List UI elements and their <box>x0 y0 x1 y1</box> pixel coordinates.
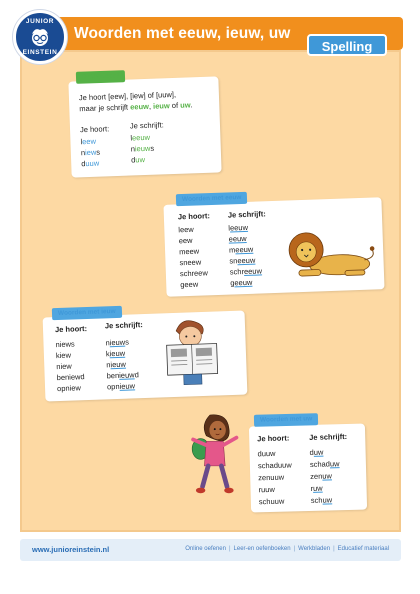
word-part: d <box>309 447 314 457</box>
intro-line-1: Je hoort [eew], [iew] of [uuw], <box>78 89 177 103</box>
hear-part: l <box>80 137 83 147</box>
eeuw-tag: Woorden met eeuw <box>176 192 248 206</box>
eeuw-written-word <box>230 265 262 277</box>
ieuw-heard-word: kiew <box>55 350 72 361</box>
intro-line-2 <box>79 100 193 113</box>
ieuw-heard-word: niews <box>55 339 75 350</box>
ieuw-written-word <box>106 359 126 371</box>
word-part: k <box>105 349 110 359</box>
word-part: m <box>228 245 236 255</box>
spelling-highlight: uw <box>329 459 340 469</box>
word-part: schr <box>229 267 245 277</box>
word-part: s <box>124 337 130 347</box>
uw-heard-word: zenuuw <box>258 472 285 483</box>
eeuw-heard-word: geew <box>180 279 199 290</box>
spelling-highlight: eeuw <box>234 277 253 288</box>
word-part: g <box>230 278 235 288</box>
eeuw-written-word <box>230 277 252 289</box>
logo-face-icon <box>29 27 51 47</box>
word-part: opn <box>106 381 120 392</box>
write-part: n <box>130 144 136 154</box>
hear-sound: uuw <box>85 158 100 169</box>
intro-hear-row <box>81 147 101 159</box>
write-part: d <box>130 155 136 165</box>
spelling-highlight: eeuw <box>243 266 263 277</box>
eeuw-written-word <box>229 244 254 256</box>
uw-col-write: Je schrijft: <box>309 431 348 442</box>
ieuw-heard-word: niew <box>56 361 72 372</box>
word-part: ben <box>106 370 120 381</box>
ieuw-written-word <box>105 337 129 349</box>
spelling-highlight: ieuw <box>119 381 136 391</box>
ieuw-tag: Woorden met ieuw <box>52 306 122 320</box>
ieuw-heard-word: beniewd <box>56 372 85 383</box>
eeuw-col-write: Je schrijft: <box>227 209 266 220</box>
intro-of: of <box>169 100 181 111</box>
word-part: l <box>228 223 231 233</box>
word-part: n <box>105 338 110 348</box>
footer-link-books[interactable]: Leer-en oefenboeken <box>233 546 291 552</box>
boy-reading-newspaper-illustration <box>161 317 225 389</box>
content-area <box>20 50 401 532</box>
write-spelling: eeuw <box>131 132 151 143</box>
spelling-highlight: ieuw <box>119 370 135 380</box>
eeuw-written-word <box>229 233 247 245</box>
uw-written-word <box>310 458 340 470</box>
logo-text-top: JUNIOR <box>25 18 55 25</box>
uw-written-word <box>310 483 322 494</box>
intro-col-write: Je schrijft: <box>129 120 164 131</box>
girl-with-backpack-illustration <box>178 410 244 502</box>
write-spelling: uw <box>135 155 146 165</box>
footer-links <box>185 546 389 552</box>
hear-part: n <box>80 148 86 158</box>
intro-eeuw: eeuw <box>129 101 150 112</box>
spelling-highlight: uw <box>322 495 333 505</box>
intro-comma: , <box>148 101 154 111</box>
spelling-highlight: uw <box>322 471 333 481</box>
uw-heard-word: schuuw <box>258 496 285 507</box>
spelling-highlight: eeuw <box>228 233 247 244</box>
eeuw-heard-word: meew <box>178 246 200 257</box>
intro-hear-row <box>81 158 99 170</box>
eeuw-heard-word: sneew <box>179 257 202 268</box>
intro-line2-prefix: maar je schrijft <box>79 102 131 114</box>
footer-separator: | <box>228 546 231 552</box>
spelling-highlight: eeuw <box>237 255 256 266</box>
word-part: n <box>106 360 111 370</box>
spelling-highlight: ieuw <box>110 359 127 370</box>
uw-heard-word: schaduuw <box>257 460 292 471</box>
intro-write-row <box>131 143 155 155</box>
uw-written-word <box>310 470 332 482</box>
spelling-highlight: ieuw <box>109 348 126 359</box>
hear-sound: iew <box>84 147 97 158</box>
spelling-highlight: ieuw <box>109 337 126 348</box>
eeuw-written-word <box>228 222 248 234</box>
word-part: d <box>134 370 139 380</box>
subject-tab[interactable]: Spelling <box>307 34 387 56</box>
spelling-highlight: uw <box>313 447 324 457</box>
ieuw-written-word <box>107 380 135 392</box>
intro-col-hear: Je hoort: <box>79 124 110 135</box>
intro-write-row <box>131 154 145 165</box>
hear-sound: eew <box>81 136 97 147</box>
footer-bar <box>20 539 401 561</box>
write-spelling: ieuw <box>134 143 151 154</box>
hear-part: d <box>81 159 86 169</box>
uw-tag: Woorden met uw <box>254 413 319 427</box>
eeuw-heard-word: eew <box>178 235 193 246</box>
intro-tag: Onthouden! <box>76 70 125 84</box>
footer-separator: | <box>333 546 335 552</box>
spelling-highlight: eeuw <box>229 222 249 233</box>
footer-link-online[interactable]: Online oefenen <box>185 546 226 552</box>
intro-end: . <box>190 100 193 110</box>
intro-uw: uw <box>180 100 191 110</box>
eeuw-heard-word: leew <box>178 224 194 235</box>
ieuw-col-write: Je schrijft: <box>104 320 143 331</box>
footer-link-worksheets[interactable]: Werkbladen <box>298 546 331 552</box>
write-part: l <box>130 133 133 143</box>
hear-part: s <box>96 147 101 157</box>
write-part: s <box>150 143 155 153</box>
uw-heard-word: ruuw <box>258 484 275 495</box>
word-part: zen <box>310 471 323 481</box>
junior-einstein-logo[interactable] <box>13 10 67 64</box>
uw-heard-word: duuw <box>257 448 276 459</box>
intro-card <box>68 76 221 177</box>
lion-illustration <box>282 219 376 282</box>
intro-write-row <box>130 132 150 144</box>
spelling-highlight: eeuw <box>235 244 254 255</box>
word-part: sn <box>229 256 238 266</box>
logo-text-bottom: EINSTEIN <box>22 49 58 56</box>
footer-website-link[interactable]: www.junioreinstein.nl <box>32 545 110 554</box>
ieuw-heard-word: opniew <box>56 383 82 394</box>
eeuw-card <box>163 197 384 297</box>
eeuw-col-hear: Je hoort: <box>177 211 211 222</box>
word-part: r <box>310 483 314 493</box>
intro-hear-row <box>80 136 96 148</box>
spelling-highlight: uw <box>312 483 323 493</box>
ieuw-written-word <box>106 348 126 360</box>
uw-col-hear: Je hoort: <box>257 433 290 444</box>
footer-separator: | <box>293 546 296 552</box>
intro-ieuw: ieuw <box>152 101 170 111</box>
word-part: schad <box>309 459 331 469</box>
ieuw-col-hear: Je hoort: <box>54 324 88 335</box>
footer-link-materials[interactable]: Educatief materiaal <box>337 546 389 552</box>
uw-card <box>249 423 367 512</box>
eeuw-heard-word: schreew <box>179 268 208 279</box>
ieuw-card <box>43 311 248 402</box>
page-title: Woorden met eeuw, ieuw, uw <box>74 25 291 42</box>
uw-written-word <box>309 447 323 458</box>
uw-written-word <box>311 494 333 506</box>
word-part: sch <box>310 495 323 505</box>
